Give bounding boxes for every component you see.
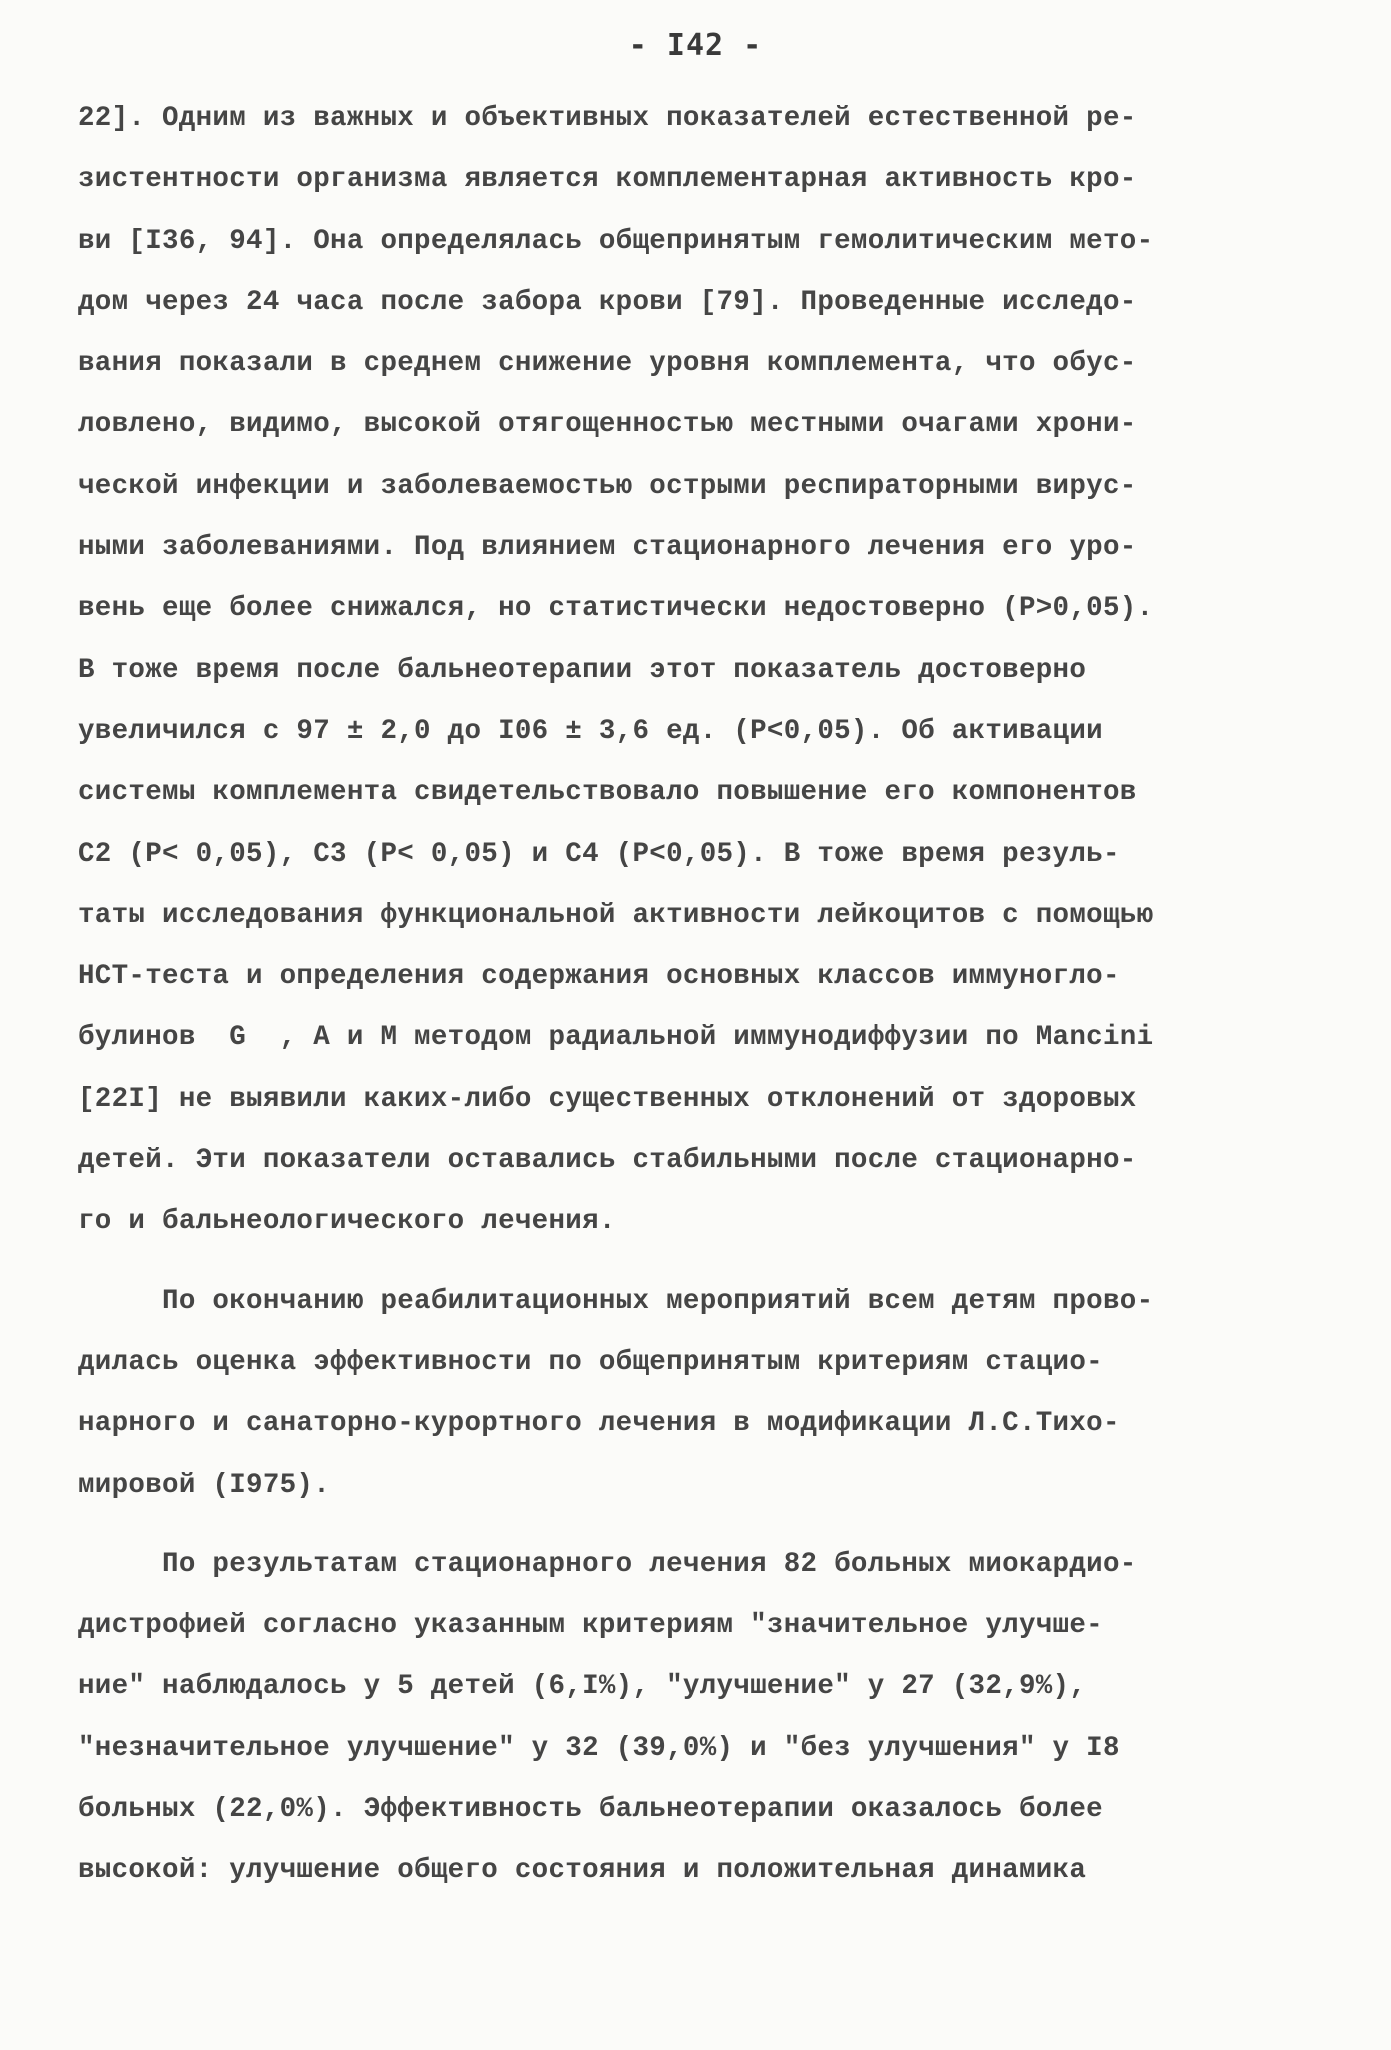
text-line: таты исследования функциональной активности лейкоцитов с помощью — [78, 899, 1154, 931]
text-line: мировой (I975). — [78, 1469, 331, 1501]
text-line: вень еще более снижался, но статистически недостоверно (P>0,05). — [78, 593, 1154, 625]
text-line: ви [I36, 94]. Она определялась общепринятым гемолитическим мето- — [78, 225, 1154, 257]
text-line: больных (22,0%). Эффективность бальнеотерапии оказалось более — [78, 1794, 1103, 1826]
text-line: ческой инфекции и заболеваемостью острыми респираторными вирус- — [78, 470, 1137, 502]
text-line: булинов G , А и М методом радиальной иммунодиффузии по Mancini — [78, 1022, 1154, 1054]
text-line: ние" наблюдалось у 5 детей (6,I%), "улучшение" у 27 (32,9%), — [78, 1671, 1087, 1703]
paragraph-gap — [78, 1253, 1318, 1271]
text-line: дом через 24 часа после забора крови [79]. Проведенные исследо- — [78, 286, 1137, 318]
text-line: вания показали в среднем снижение уровня комплемента, что обус- — [78, 348, 1137, 380]
text-line: дилась оценка эффективности по общепринятым критериям стацио- — [78, 1346, 1103, 1378]
text-line: По окончанию реабилитационных мероприятий всем детям прово- — [78, 1285, 1154, 1317]
text-line: зистентности организма является комплементарная активность кро- — [78, 164, 1137, 196]
text-line: ными заболеваниями. Под влиянием стационарного лечения его уро- — [78, 532, 1137, 564]
text-line: нарного и санаторно-курортного лечения в модификации Л.С.Тихо- — [78, 1408, 1120, 1440]
text-line: дистрофией согласно указанным критериям "значительное улучше- — [78, 1610, 1103, 1642]
text-line: "незначительное улучшение" у 32 (39,0%) и "без улучшения" у I8 — [78, 1732, 1120, 1764]
text-line: детей. Эти показатели оставались стабильными после стационарно- — [78, 1145, 1137, 1177]
text-line: го и бальнеологического лечения. — [78, 1206, 616, 1238]
text-line: 22]. Одним из важных и объективных показателей естественной ре- — [78, 103, 1137, 134]
text-line: [22I] не выявили каких-либо существенных отклонений от здоровых — [78, 1083, 1137, 1115]
page-number: - I42 - — [628, 28, 763, 63]
paragraph-1 — [78, 88, 1318, 1253]
text-line: высокой: улучшение общего состояния и положительная динамика — [78, 1855, 1087, 1887]
text-line: По результатам стационарного лечения 82 больных миокардио- — [78, 1548, 1137, 1580]
text-line: C2 (P< 0,05), C3 (P< 0,05) и C4 (P<0,05). В тоже время резуль- — [78, 838, 1120, 870]
body-text — [78, 88, 1318, 1902]
paragraph-3 — [78, 1534, 1318, 1902]
text-line: В тоже время после бальнеотерапии этот показатель достоверно — [78, 654, 1087, 686]
text-line: системы комплемента свидетельствовало повышение его компонентов — [78, 777, 1137, 809]
text-line: ловлено, видимо, высокой отягощенностью местными очагами хрони- — [78, 409, 1137, 441]
text-line: НСТ-теста и определения содержания основных классов иммуногло- — [78, 961, 1120, 993]
paragraph-gap — [78, 1516, 1318, 1534]
paragraph-2 — [78, 1271, 1318, 1516]
text-line: увеличился с 97 ± 2,0 до I06 ± 3,6 ед. (P<0,05). Об активации — [78, 715, 1103, 747]
